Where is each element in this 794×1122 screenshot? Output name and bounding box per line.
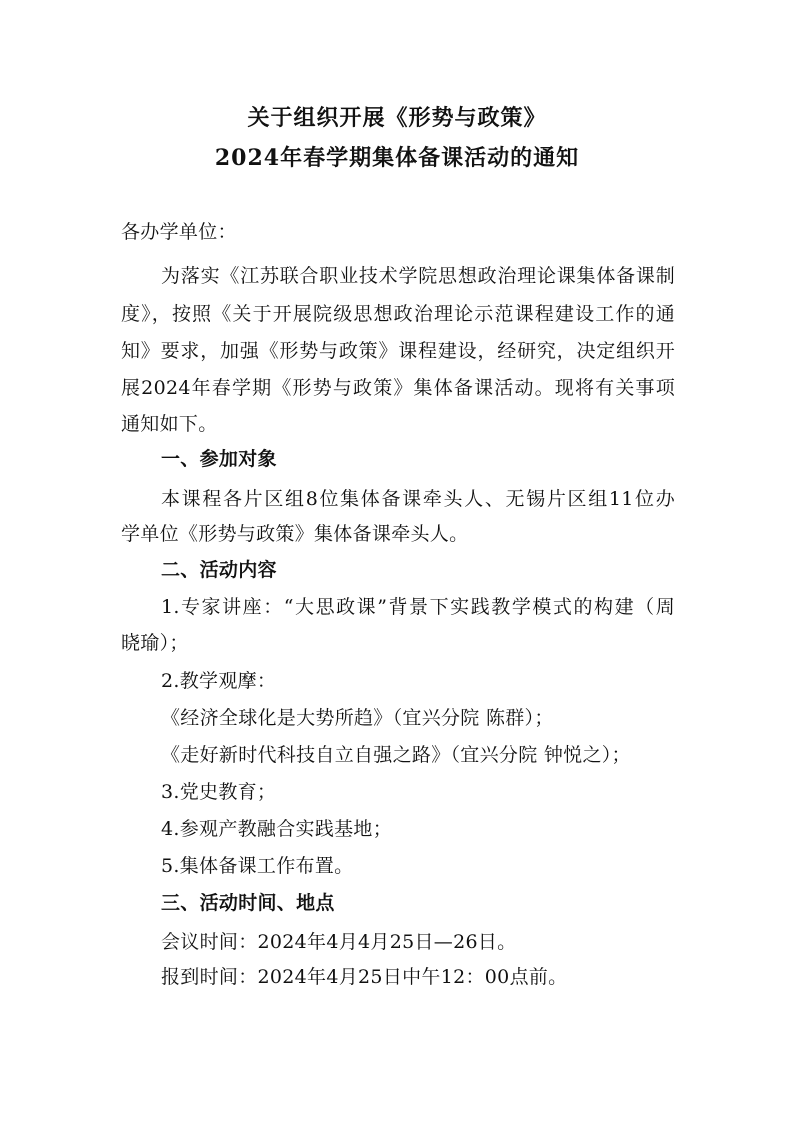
section-heading-content: 二、活动内容 <box>161 559 277 581</box>
intro-line: 为落实《江苏联合职业技术学院思想政治理论课集体备课制 <box>161 265 675 287</box>
section-text-line: 本课程各片区组8位集体备课牵头人、无锡片区组11位办 <box>161 488 675 510</box>
intro-line: 通知如下。 <box>121 413 218 435</box>
list-item: 5.集体备课工作布置。 <box>161 855 354 877</box>
list-item: 《经济全球化是大势所趋》（宜兴分院 陈群）； <box>161 707 554 729</box>
list-item: 2.教学观摩： <box>161 670 277 692</box>
registration-time: 报到时间：2024年4月25日中午12：00点前。 <box>161 966 568 988</box>
list-item: 1.专家讲座：“大思政课”背景下实践教学模式的构建（周 <box>161 596 675 618</box>
list-item: 《走好新时代科技自立自强之路》（宜兴分院 钟悦之）； <box>161 744 631 766</box>
document-title-line2: 2024年春学期集体备课活动的通知 <box>214 145 580 171</box>
list-item: 4.参观产教融合实践基地； <box>161 818 393 840</box>
list-item: 晓瑜）； <box>121 632 189 654</box>
section-text-line: 学单位《形势与政策》集体备课牵头人。 <box>121 523 469 545</box>
section-heading-time-place: 三、活动时间、地点 <box>161 892 335 914</box>
meeting-time: 会议时间：2024年4月4月25日—26日。 <box>161 931 517 953</box>
intro-line: 知》要求，加强《形势与政策》课程建设，经研究，决定组织开 <box>121 340 675 362</box>
document-title-line1: 关于组织开展《形势与政策》 <box>247 105 547 131</box>
salutation: 各办学单位： <box>121 221 237 243</box>
intro-line: 展2024年春学期《形势与政策》集体备课活动。现将有关事项 <box>121 377 675 399</box>
list-item: 3.党史教育； <box>161 781 277 803</box>
section-heading-participants: 一、参加对象 <box>161 448 277 470</box>
intro-line: 度》，按照《关于开展院级思想政治理论示范课程建设工作的通 <box>121 303 675 325</box>
